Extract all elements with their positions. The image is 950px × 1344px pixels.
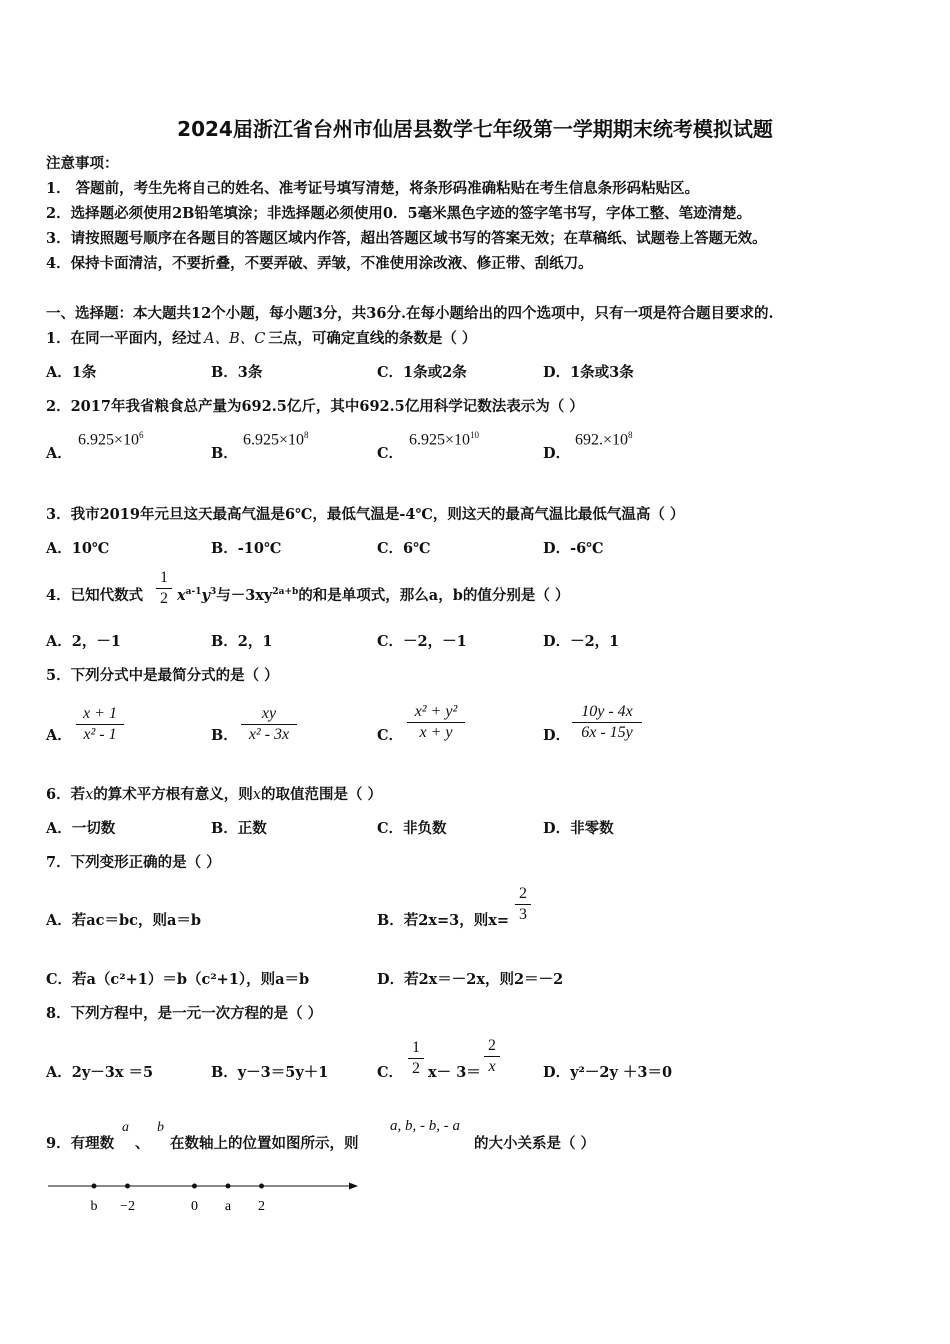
q1-option-a: A．1条 (46, 364, 97, 381)
number-line-label: 0 (191, 1199, 198, 1214)
q6-option-b: B．正数 (211, 820, 267, 837)
q2-option-a-value: $6.925\times 10^6$ (78, 430, 144, 449)
q8-option-c-label: C． (377, 1064, 404, 1081)
q3-option-d: D．-6℃ (543, 540, 604, 557)
q5-option-b-fraction: xy x² - 3x (241, 704, 297, 745)
q7-option-b-fraction: 2 3 (515, 884, 531, 925)
notice-item: 2．选择题必须使用2B铅笔填涂；非选择题必须使用0．5毫米黑色字迹的签字笔书写，字体工整、笔迹清楚。 (46, 205, 752, 222)
q5-option-d-label: D． (543, 727, 571, 744)
q1-stem: 1．在同一平面内，经过 A、B、C 三点，可确定直线的条数是（ ） (46, 330, 477, 347)
q4-expression: $x^{a-1}y^3$与$-3xy^{2a+b}$的和是单项式，那么a，b的值分别是（ ） (177, 587, 570, 604)
q6-option-c: C．非负数 (377, 820, 447, 837)
q7-option-d: D．若2x＝－2x，则2＝－2 (377, 971, 564, 988)
number-line-label: b (90, 1199, 98, 1214)
q6-stem: 6．若x的算术平方根有意义，则x的取值范围是（ ） (46, 786, 383, 803)
q6-option-d: D．非零数 (543, 820, 614, 837)
q2-option-d-label: D． (543, 445, 571, 462)
q9-var-b: b (157, 1120, 164, 1135)
q5-option-b-label: B． (211, 727, 238, 744)
q4-fraction: 1 2 (156, 568, 172, 609)
q1-option-c: C．1条或2条 (377, 364, 467, 381)
q9-set: a, b, - b, - a (390, 1118, 460, 1134)
q1-option-d: D．1条或3条 (543, 364, 634, 381)
q5-stem: 5．下列分式中是最简分式的是（ ） (46, 667, 279, 684)
number-line-point (92, 1184, 97, 1189)
number-line-point (192, 1184, 197, 1189)
q9-stem-end: 的大小关系是（ ） (474, 1135, 596, 1152)
q9-separator: 、 (135, 1135, 150, 1152)
number-line-point (259, 1184, 264, 1189)
page-title: 2024届浙江省台州市仙居县数学七年级第一学期期末统考模拟试题 (177, 117, 773, 141)
q5-option-a-fraction: x + 1 x² - 1 (76, 704, 124, 745)
q5-option-c-fraction: x² + y² x + y (407, 702, 465, 743)
q3-option-a: A．10℃ (46, 540, 110, 557)
q2-option-c-label: C． (377, 445, 404, 462)
q7-stem: 7．下列变形正确的是（ ） (46, 854, 221, 871)
q8-option-b: B．y－3＝5y＋1 (211, 1064, 329, 1081)
number-line-label: 2 (258, 1199, 265, 1214)
q9-stem-middle: 在数轴上的位置如图所示，则 (170, 1135, 359, 1152)
number-line-point (125, 1184, 130, 1189)
q2-option-a-label: A． (46, 445, 72, 462)
q2-option-c-value: $6.925\times 10^{10}$ (409, 430, 480, 449)
notice-heading: 注意事项： (46, 155, 119, 172)
q8-option-c-fraction: 1 2 (408, 1038, 424, 1079)
q1-option-b: B．3条 (211, 364, 263, 381)
q2-option-d-value: $692.\times 10^8$ (575, 430, 633, 449)
number-line-label: a (224, 1199, 232, 1214)
q7-option-a: A．若ac＝bc，则a＝b (46, 912, 201, 929)
q8-option-d: D．y²－2y ＋3＝0 (543, 1064, 673, 1081)
q3-option-c: C．6℃ (377, 540, 431, 557)
notice-item: 4．保持卡面清洁，不要折叠，不要弄破、弄皱，不准使用涂改液、修正带、刮纸刀。 (46, 255, 593, 272)
q6-option-a: A．一切数 (46, 820, 116, 837)
q2-option-b-label: B． (211, 445, 238, 462)
q4-stem-start: 4．已知代数式 (46, 587, 144, 604)
notice-item: 3．请按照题号顺序在各题目的答题区域内作答，超出答题区域书写的答案无效；在草稿纸、试题卷上答题无效。 (46, 230, 767, 247)
number-line-label: −2 (120, 1199, 135, 1214)
notice-item: 1． 答题前，考生先将自己的姓名、准考证号填写清楚，将条形码准确粘贴在考生信息条形码粘贴区。 (46, 180, 700, 197)
q5-option-d-fraction: 10y - 4x 6x - 15y (572, 702, 642, 743)
q9-var-a: a (122, 1120, 129, 1135)
number-line-arrow (349, 1183, 358, 1190)
q2-option-b-value: $6.925\times 10^8$ (243, 430, 309, 449)
q2-stem: 2．2017年我省粮食总产量为692.5亿斤，其中692.5亿用科学记数法表示为（ ） (46, 398, 584, 415)
q8-stem: 8．下列方程中，是一元一次方程的是（ ） (46, 1005, 323, 1022)
q3-option-b: B．-10℃ (211, 540, 282, 557)
q8-option-c-fraction-2: 2 x (484, 1036, 500, 1077)
q8-option-a: A．2y－3x ＝5 (46, 1064, 154, 1081)
q7-option-c: C．若a（c²+1）＝b（c²+1），则a＝b (46, 971, 310, 988)
q7-option-b: B．若2x=3，则x= (377, 912, 510, 929)
q4-option-c: C．－2，－1 (377, 633, 467, 650)
q1-points: A、B、C (204, 331, 266, 347)
number-line-point (226, 1184, 231, 1189)
q9-stem-start: 9．有理数 (46, 1135, 115, 1152)
q4-option-a: A．2，－1 (46, 633, 121, 650)
q4-option-b: B．2，1 (211, 633, 273, 650)
q5-option-a-label: A． (46, 727, 72, 744)
section-heading: 一、选择题：本大题共12个小题，每小题3分，共36分.在每小题给出的四个选项中，只有一项是符合题目要求的. (46, 305, 774, 322)
q5-option-c-label: C． (377, 727, 404, 744)
number-line (40, 1172, 370, 1222)
q3-stem: 3．我市2019年元旦这天最高气温是6℃，最低气温是-4℃，则这天的最高气温比最低气温高（ ） (46, 506, 685, 523)
q4-option-d: D．－2，1 (543, 633, 620, 650)
q8-option-c-expression: x－ 3＝ (428, 1064, 481, 1081)
